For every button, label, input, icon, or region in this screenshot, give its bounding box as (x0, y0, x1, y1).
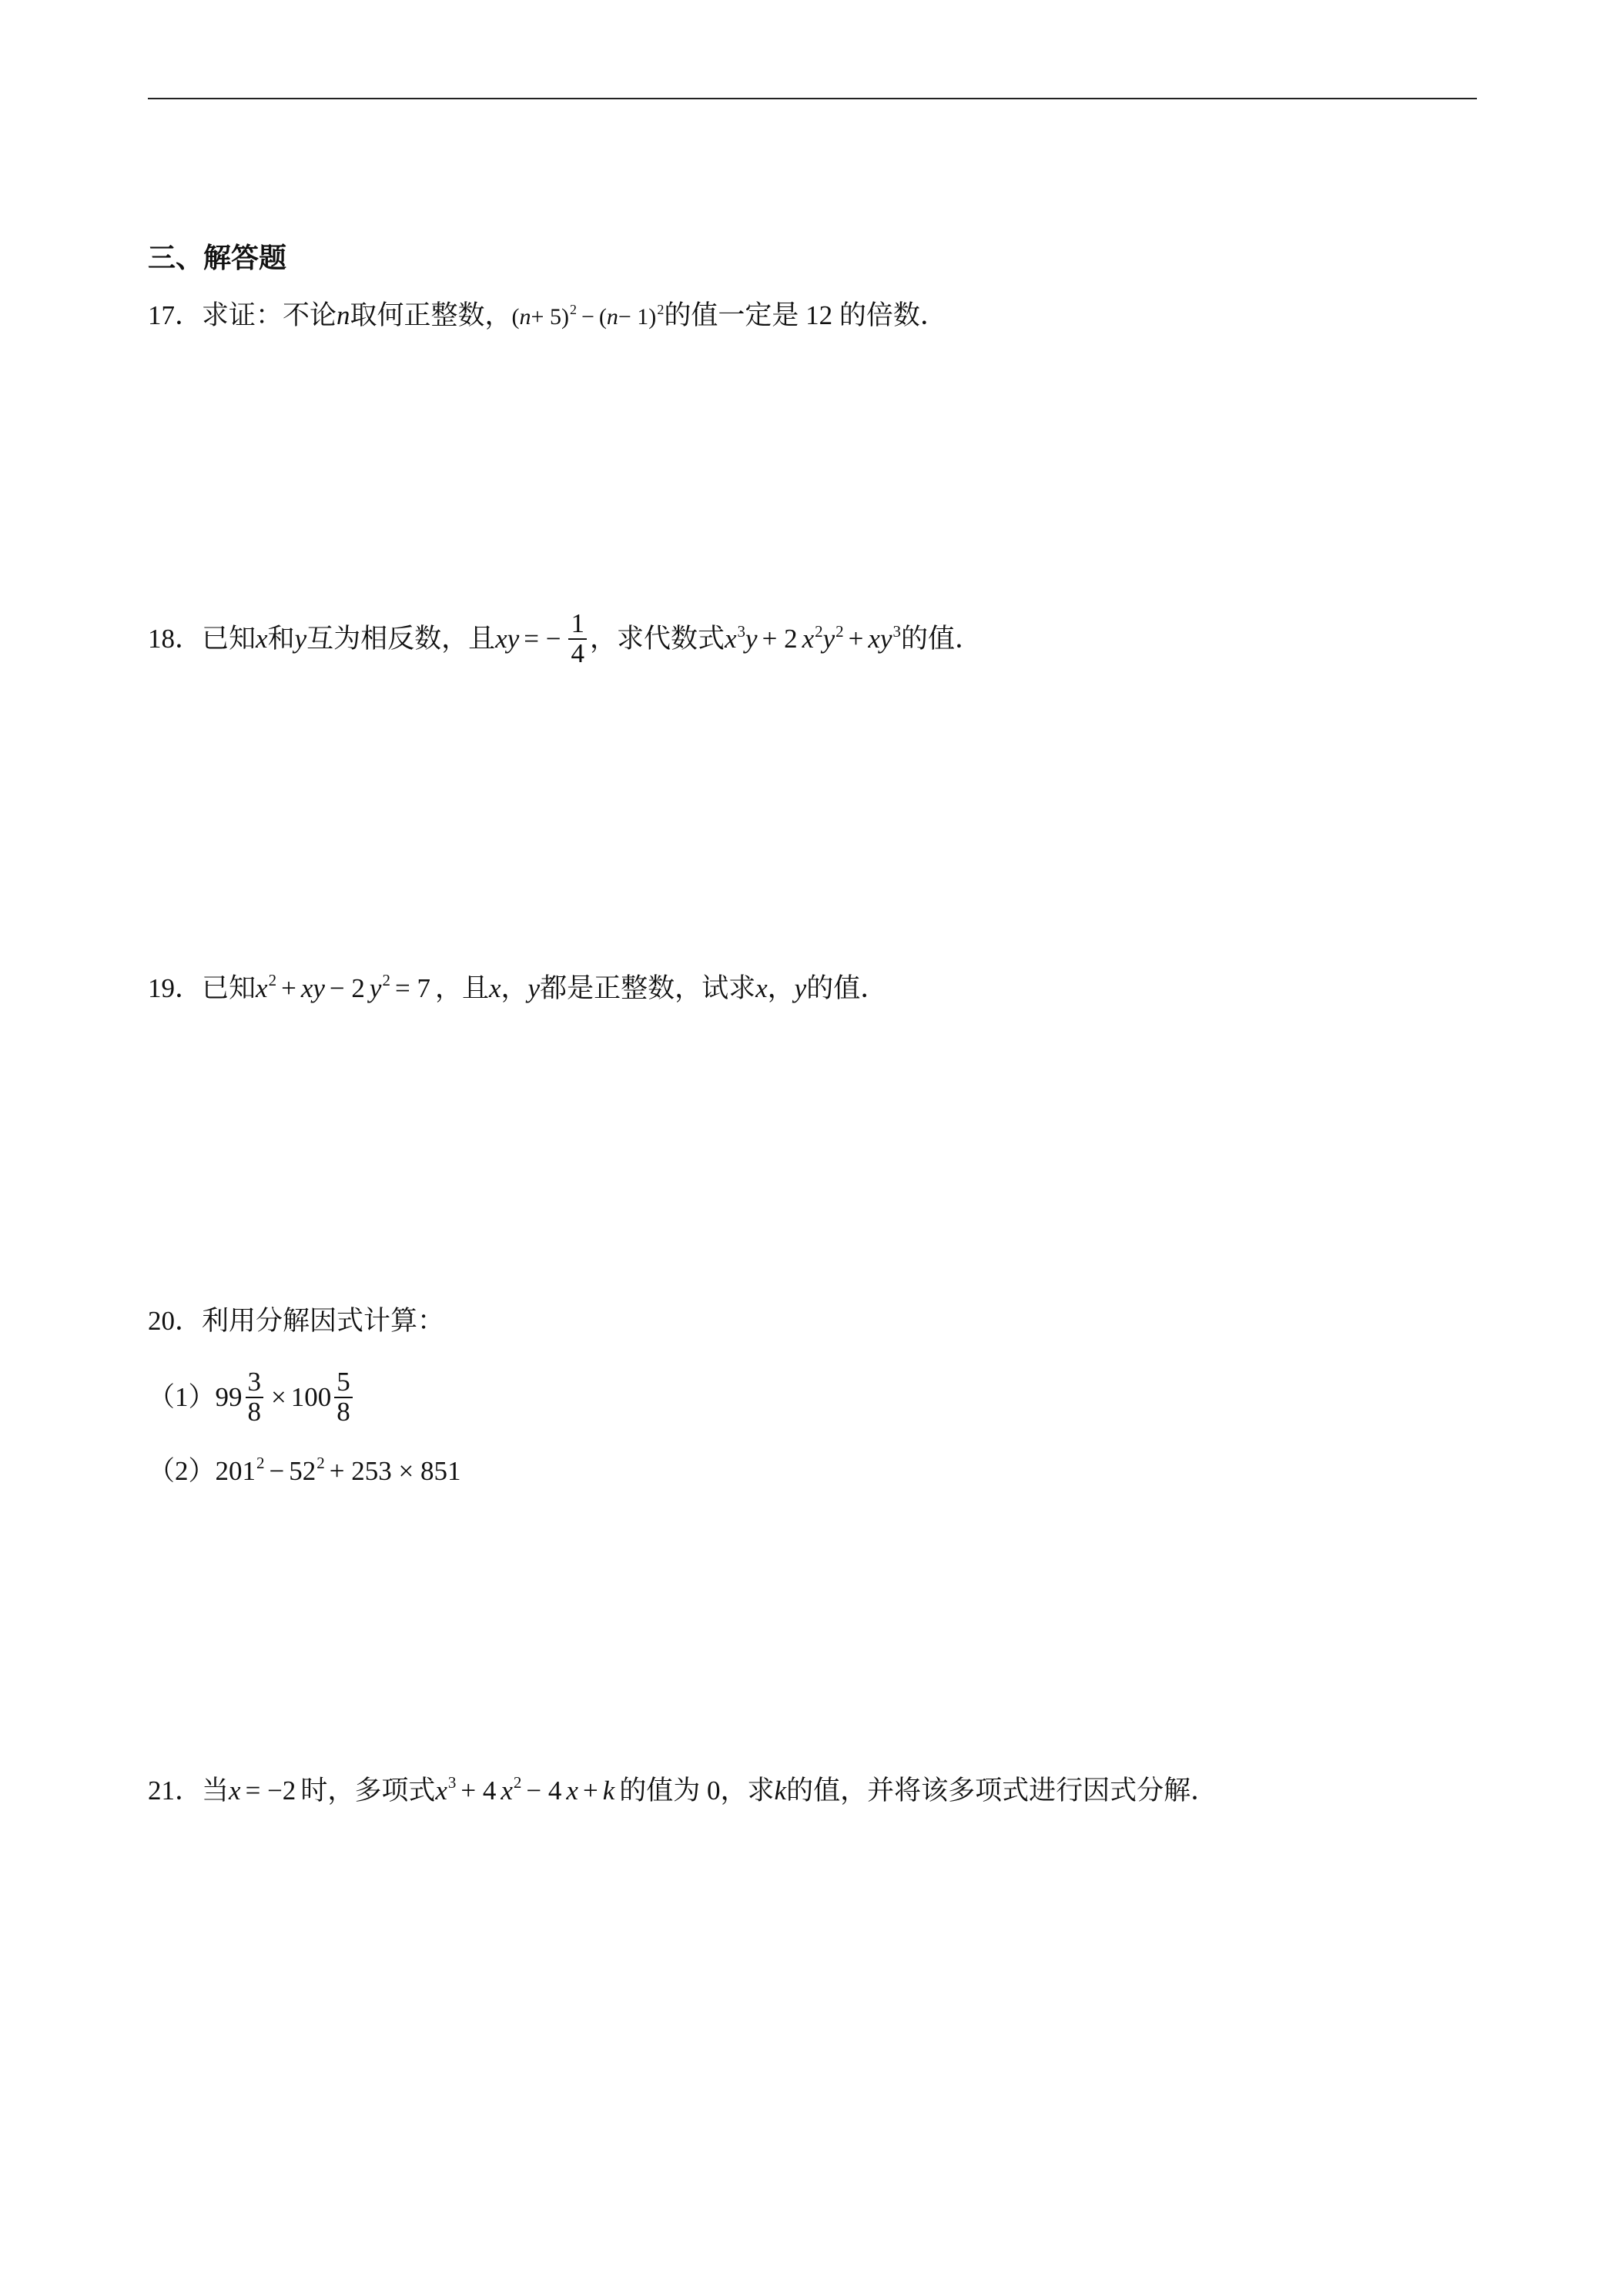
equation: $x^2$ + xy − 2 $y^2 = 7$ (256, 971, 430, 1003)
expression: $(n+ 5)^2 - (n- 1)^2$ (511, 302, 665, 330)
section-title: 三、解答题 (148, 243, 287, 274)
question-20-part-2: $(2)201^2 - 52^2 + 253 \times 851$ (148, 1454, 461, 1486)
part-label: （2） (148, 1456, 216, 1486)
question-18: 18． 已知 x 和 y 互为相反数，且 xy = − $\frac{1}{4}$ ，求代数式 $x^3y + 2$ $x^2y^2 + xy^3$ 的值． (148, 608, 983, 668)
question-21: 21．当x = −2 时，多项式$x^3 + 4$ $x^2 - 4$ x + k 的值为 0，求k的值，并将该多项式进行因式分解． (148, 1773, 1218, 1806)
fraction: $\frac{3}{8}$ (246, 1368, 264, 1427)
question-number: 17． (148, 300, 203, 330)
question-number: 20． (148, 1306, 203, 1336)
question-number: 19． (148, 973, 203, 1003)
fraction: $\frac{5}{8}$ (334, 1368, 353, 1427)
question-20: 20．利用分解因式计算： (148, 1306, 445, 1336)
fraction: $\frac{1}{4}$ (568, 610, 587, 668)
part-label: （1） (148, 1382, 216, 1413)
header-rule (148, 98, 1477, 99)
question-20-part-1: （1） 99 $\frac{3}{8}$ × 100 $\frac{5}{8}$ (148, 1368, 356, 1427)
question-number: 18． (148, 624, 203, 654)
question-number: 21． (148, 1776, 203, 1806)
expression: $x^3y + 2$ $x^2y^2 + xy^3$ (724, 621, 901, 654)
question-17: 17．求证：不论n取何正整数，$(n+ 5)^2 - (n- 1)^2$的值一定是 12 的倍数． (148, 300, 947, 330)
polynomial: $x^3 + 4$ $x^2 - 4$ x + k (435, 1773, 615, 1806)
question-19: 19．已知$x^2$ + xy − 2 $y^2 = 7$ ，且x，y都是正整数，试求x，y的值． (148, 971, 888, 1003)
